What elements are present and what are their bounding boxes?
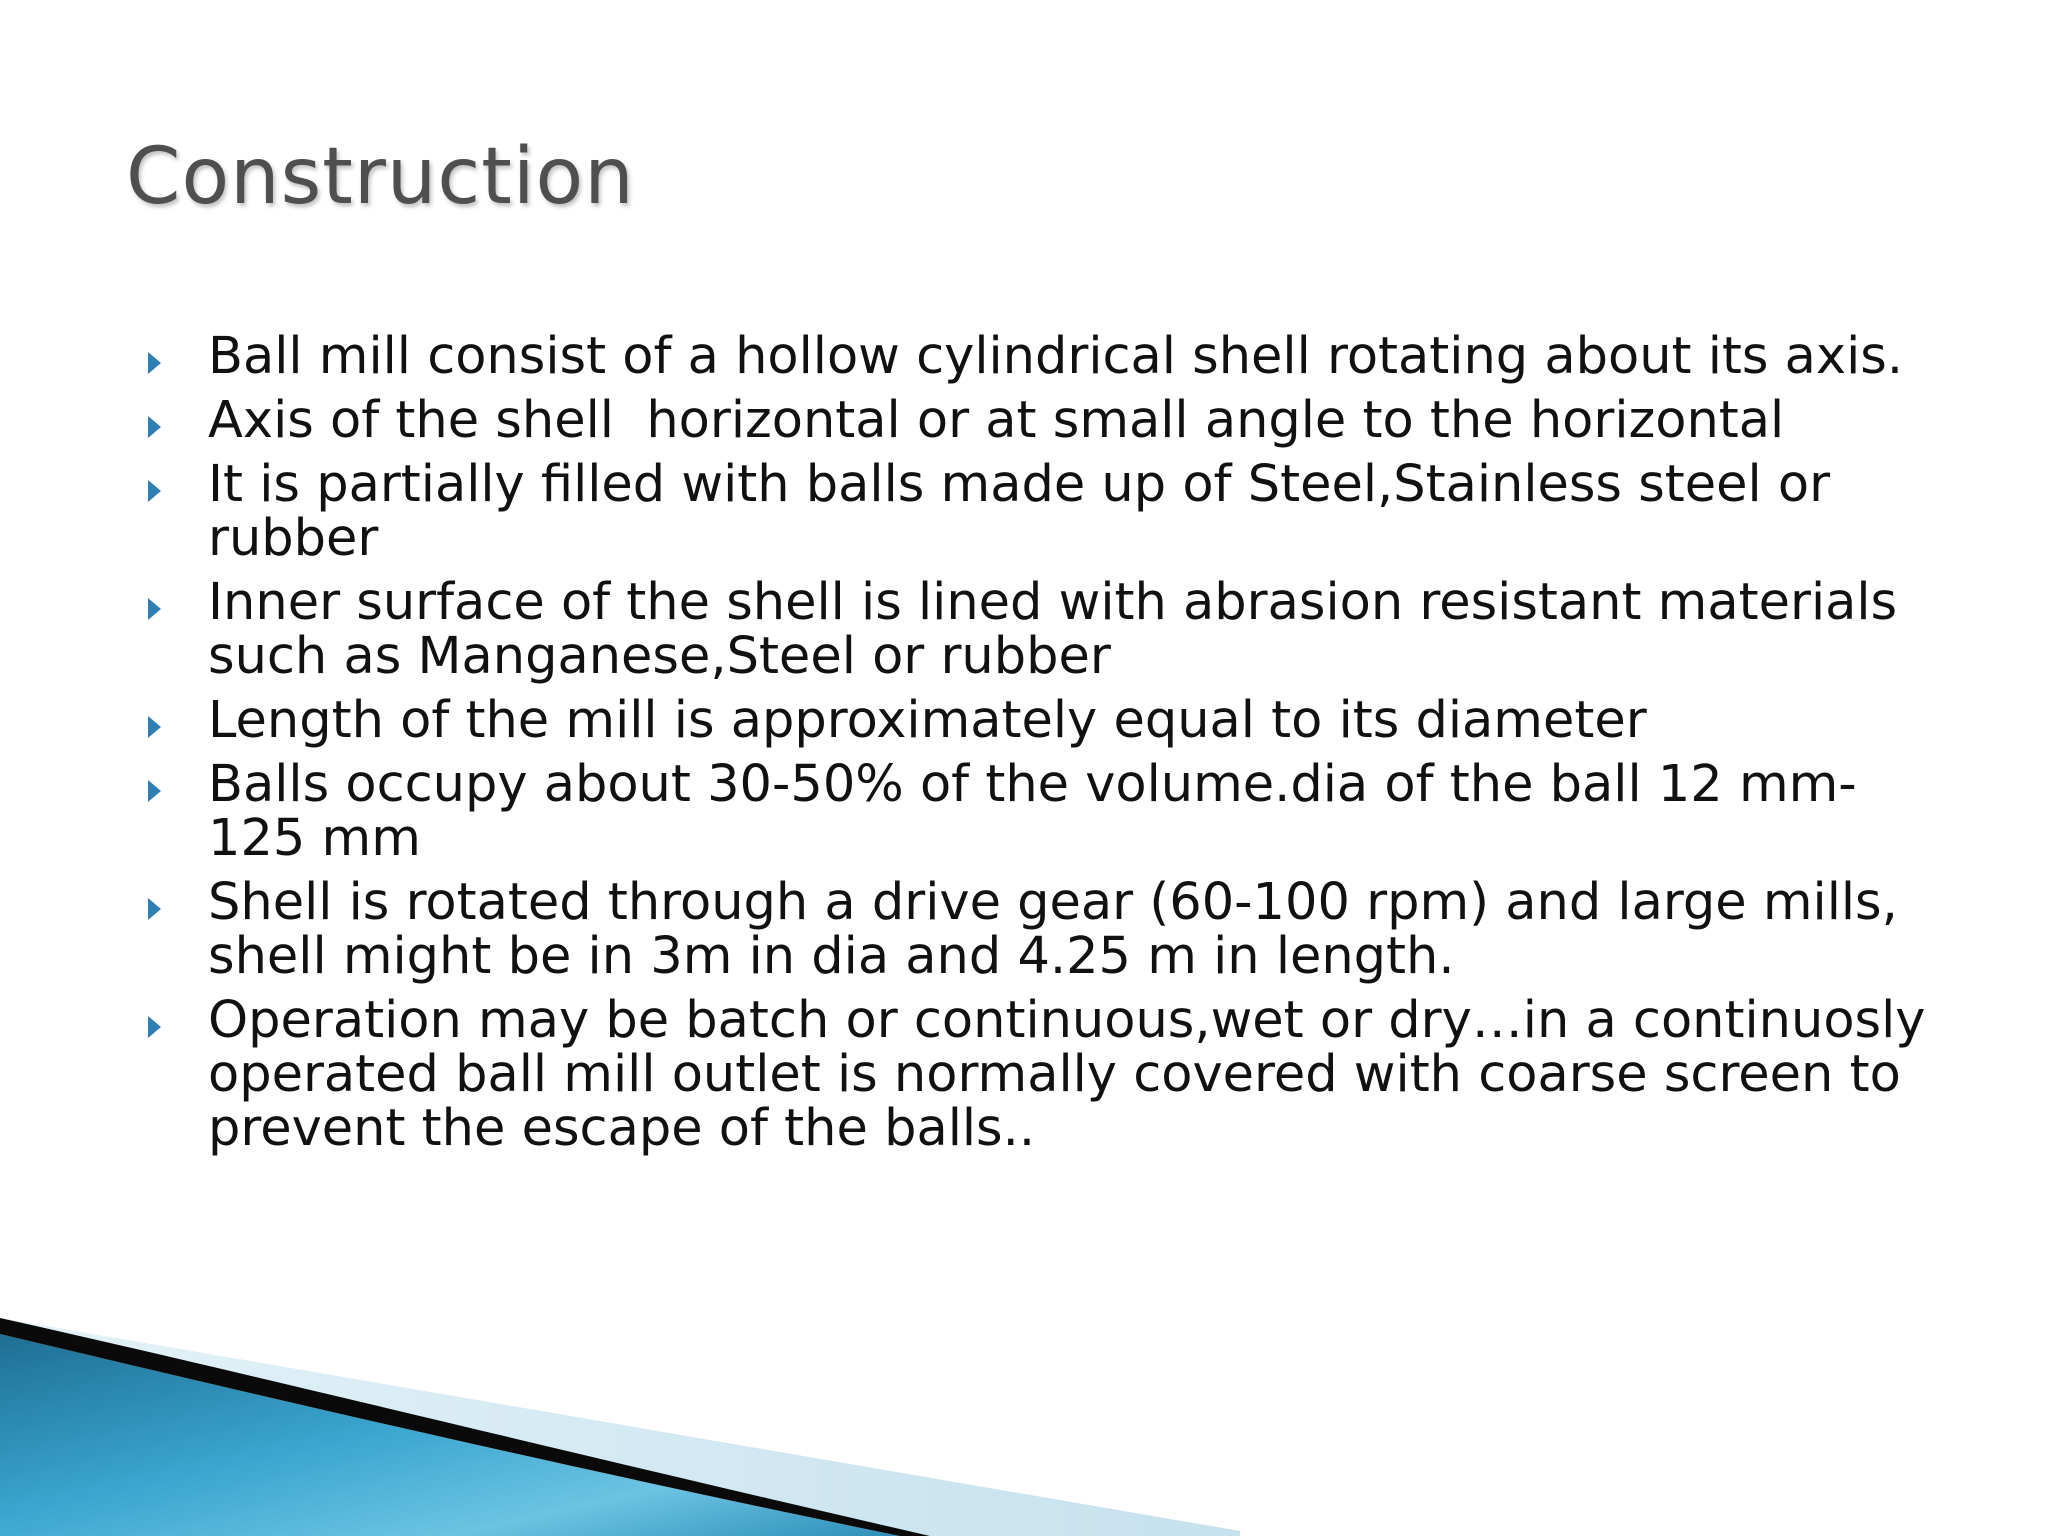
bullet-text: It is partially filled with balls made up of Steel,Stainless steel or rubber [208, 455, 1847, 568]
triangle-right-icon [148, 898, 161, 920]
bullet-item [142, 691, 1942, 750]
triangle-right-icon [148, 416, 161, 438]
bullet-item [142, 455, 1942, 568]
bullet-list [142, 327, 1942, 1166]
slide-title: Construction [126, 132, 635, 222]
triangle-right-icon [148, 480, 161, 502]
bullet-item [142, 991, 1942, 1158]
bullet-item [142, 391, 1942, 450]
bullet-item [142, 327, 1942, 386]
bullet-text: Ball mill consist of a hollow cylindrical shell rotating about its axis. [208, 327, 1904, 386]
bullet-text: Length of the mill is approximately equal to its diameter [208, 691, 1647, 750]
bullet-item [142, 755, 1942, 868]
triangle-right-icon [148, 780, 161, 802]
bullet-text: Balls occupy about 30-50% of the volume.dia of the ball 12 mm-125 mm [208, 755, 1857, 868]
bullet-text: Operation may be batch or continuous,wet or dry…in a continuosly operated ball mill outlet is normally covered with coarse screen to prevent the escape of the balls.. [208, 991, 1942, 1158]
bullet-text: Axis of the shell horizontal or at small angle to the horizontal [208, 391, 1785, 450]
bullet-item [142, 573, 1942, 686]
decorative-wave [0, 1276, 1240, 1536]
bullet-text: Shell is rotated through a drive gear (60-100 rpm) and large mills, shell might be in 3m in dia and 4.25 m in length. [208, 873, 1915, 986]
triangle-right-icon [148, 598, 161, 620]
bullet-text: Inner surface of the shell is lined with abrasion resistant materials such as Manganese,Steel or rubber [208, 573, 1914, 686]
triangle-right-icon [148, 352, 161, 374]
bullet-item [142, 873, 1942, 986]
triangle-right-icon [148, 716, 161, 738]
triangle-right-icon [148, 1016, 161, 1038]
